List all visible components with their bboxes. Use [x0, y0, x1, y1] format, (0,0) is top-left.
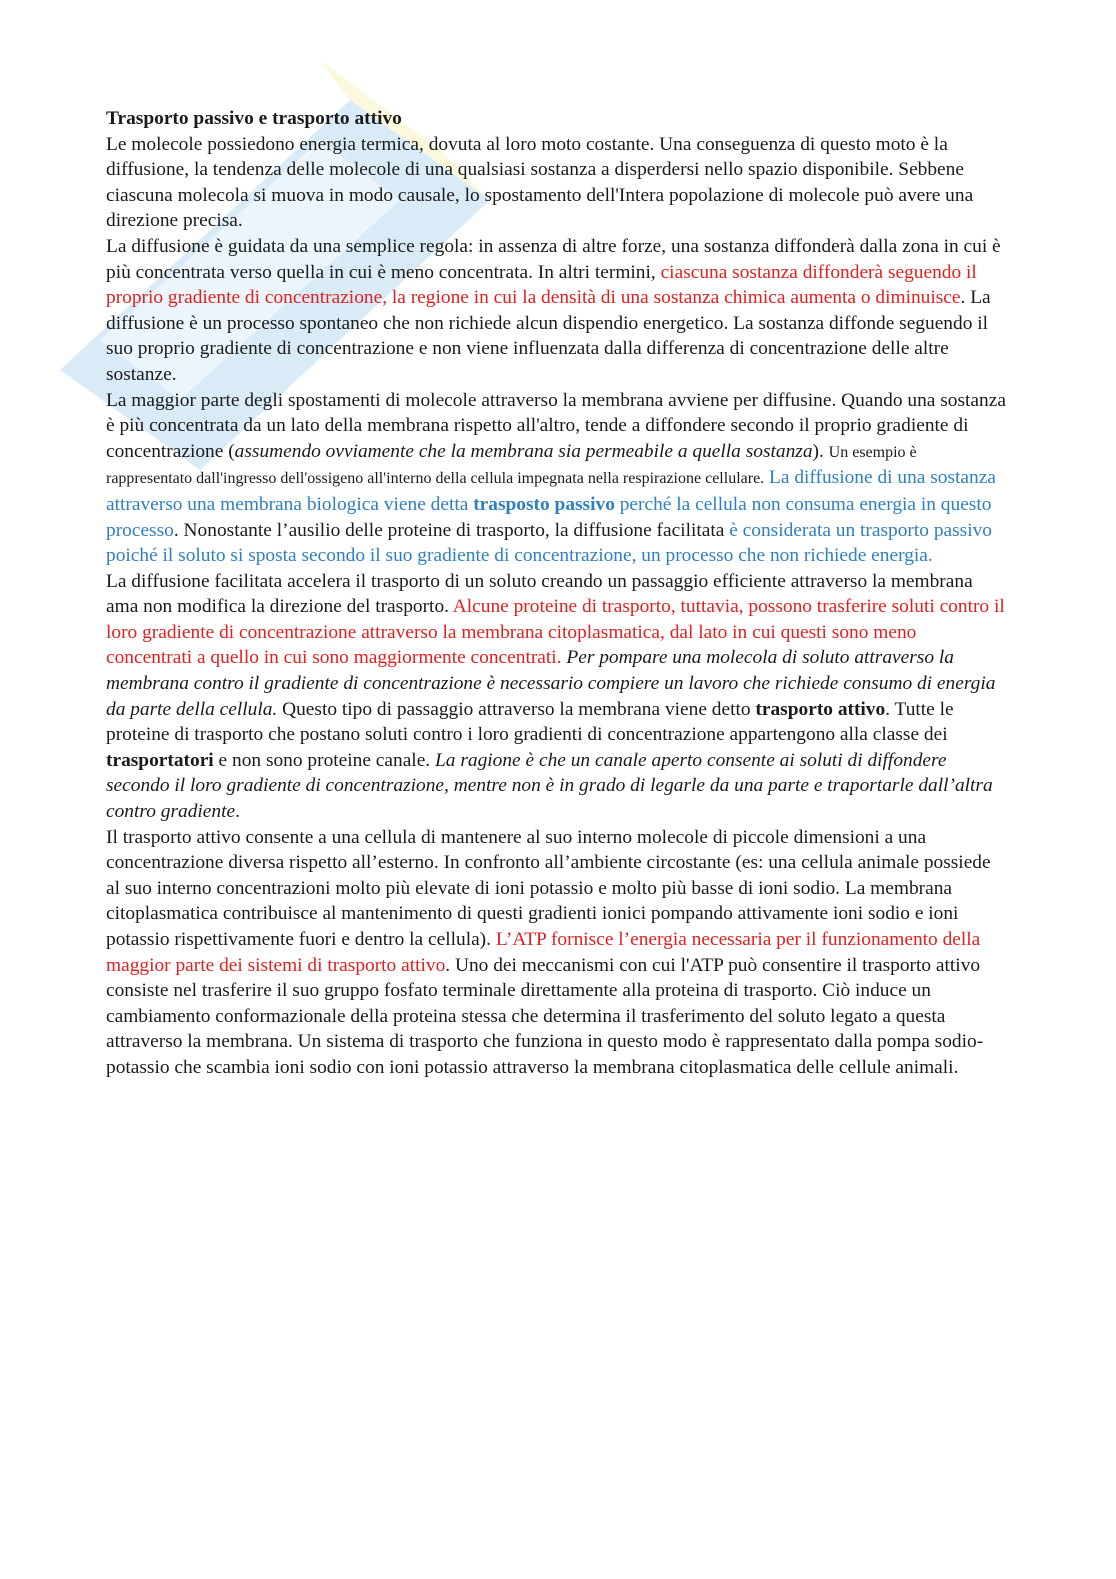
p4-text-e: .: [235, 801, 240, 823]
paragraph-5: [106, 825, 1006, 1081]
p4-text-b: Questo tipo di passaggio attraverso la membrana viene detto: [277, 698, 756, 720]
paragraph-4: [106, 569, 1006, 825]
p3-blue-c: è considerata un trasporto passivo poiché il soluto si sposta secondo il suo gradiente di concentrazione, un processo che non richiede energia.: [106, 519, 992, 567]
p5-text-b: . Uno dei meccanismi con cui l'ATP può consentire il trasporto attivo consiste nel trasferire il suo gruppo fosfato terminale direttamente alla proteina di trasporto. Ciò induce un cambiamento conformazionale della proteina stessa che determina il trasferimento del soluto legato a questa attraverso la membrana. Un sistema di trasporto che funziona in questo modo è rappresentato dalla pompa sodio-potassio che scambia ioni sodio con ioni potassio attraverso la membrana citoplasmatica delle cellule animali.: [106, 954, 984, 1078]
document-title: Trasporto passivo e trasporto attivo: [106, 108, 402, 129]
p3-text-b: ).: [812, 440, 829, 462]
p4-text-a: La diffusione facilitata accelera il trasporto di un soluto creando un passaggio efficiente attraverso la membrana ama non modifica la direzione del trasporto.: [106, 570, 973, 618]
p4-bold-a: trasporto attivo: [755, 698, 886, 720]
p5-text-a: Il trasporto attivo consente a una cellula di mantenere al suo interno molecole di piccole dimensioni a una concentrazione diversa rispetto all’esterno. In confronto all’ambiente circostante (es: una cellula animale possiede al suo interno concentrazioni molto più elevate di ioni potassio e molto più basse di ioni sodio. La membrana citoplasmatica contribuisce al mantenimento di questi gradienti ionici pompando attivamente ioni sodio e ioni potassio rispettivamente fuori e dentro la cellula).: [106, 826, 991, 950]
p2-highlight-red: ciascuna sostanza diffonderà seguendo il proprio gradiente di concentrazione, la regione in cui la densità di una sostanza chimica aumenta o diminuisce: [106, 261, 977, 309]
p2-text-a: La diffusione è guidata da una semplice regola: in assenza di altre forze, una sostanza diffonderà dalla zona in cui è più concentrata verso quella in cui è meno concentrata. In altri termini,: [106, 235, 1001, 283]
p4-bold-b: trasportatori: [106, 749, 214, 771]
p3-blue-a: La diffusione di una sostanza attraverso una membrana biologica viene detta: [106, 467, 996, 515]
p4-text-d: e non sono proteine canale.: [213, 749, 436, 771]
paragraph-3: [106, 388, 1006, 569]
p4-italic-a: Per pompare una molecola di soluto attraverso la membrana contro il gradiente di concentrazione è necessario compiere un lavoro che richiede consumo di energia da parte della cellula.: [106, 647, 996, 720]
paragraph-1: Le molecole possiedono energia termica, dovuta al loro moto costante. Una conseguenza di questo moto è la diffusione, la tendenza delle molecole di una qualsiasi sostanza a disperdersi nello spazio disponibile. Sebbene ciascuna molecola si muova in modo causale, lo spostamento dell'Intera popolazione di molecole può avere una direzione precisa.: [106, 133, 974, 232]
p2-text-b: . La diffusione è un processo spontaneo che non richiede alcun dispendio energetico. La sostanza diffonde seguendo il suo proprio gradiente di concentrazione e non viene influenzata dalla differenza di concentrazione delle altre sostanze.: [106, 287, 991, 385]
p3-text-c: . Nonostante l’ausilio delle proteine di trasporto, la diffusione facilitata: [173, 519, 730, 541]
p3-small-text: Un esempio è rappresentato dall'ingresso dell'ossigeno all'interno della cellula impegnata nella respirazione cellulare.: [106, 443, 917, 488]
p3-blue-b: perché la cellula non consuma energia in questo processo: [106, 493, 992, 541]
paragraph-2: [106, 234, 1006, 388]
p3-text-a: La maggior parte degli spostamenti di molecole attraverso la membrana avviene per diffusine. Quando una sostanza è più concentrata da un lato della membrana rispetto all'altro, tende a diffondere secondo il proprio gradiente di concentrazione (: [106, 389, 1006, 462]
p3-blue-bold: trasposto passivo: [473, 493, 615, 515]
p3-italic: assumendo ovviamente che la membrana sia permeabile a quella sostanza: [234, 440, 813, 462]
p5-highlight-red: L’ATP fornisce l’energia necessaria per il funzionamento della maggior parte dei sistemi di trasporto attivo: [106, 929, 981, 976]
p4-text-c: . Tutte le proteine di trasporto che postano soluti contro i loro gradienti di concentrazione appartengono alla classe dei: [106, 698, 954, 746]
document-page: [106, 106, 1006, 1081]
p4-italic-b: La ragione è che un canale aperto consente ai soluti di diffondere secondo il loro gradiente di concentrazione, mentre non è in grado di legarle da una parte e traportarle dall’altra contro gradiente: [106, 749, 993, 823]
p4-highlight-red: Alcune proteine di trasporto, tuttavia, possono trasferire soluti contro il loro gradiente di concentrazione attraverso la membrana citoplasmatica, dal lato in cui questi sono meno concentrati a quello in cui sono maggiormente concentrati.: [106, 596, 1005, 669]
